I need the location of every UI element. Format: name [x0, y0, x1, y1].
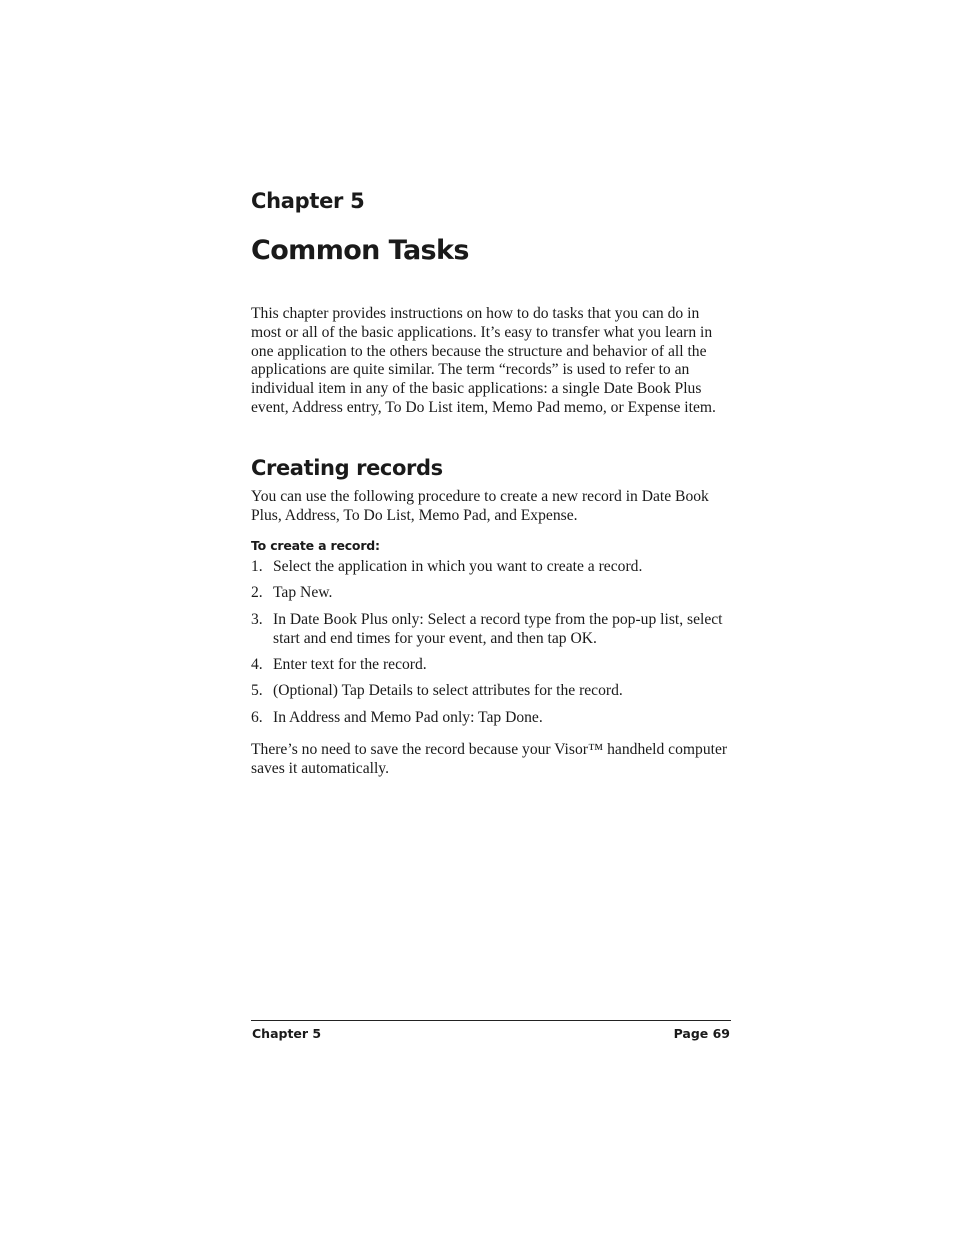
step-text: Enter text for the record.: [273, 655, 427, 673]
chapter-label: Chapter 5: [251, 189, 365, 213]
page-footer: [252, 1026, 730, 1041]
procedure-step: [251, 611, 731, 649]
procedure-steps-list: [251, 558, 731, 735]
procedure-step: [251, 709, 731, 728]
procedure-title: To create a record:: [251, 538, 380, 553]
chapter-title: Common Tasks: [251, 235, 469, 266]
closing-paragraph: There’s no need to save the record because your Visor™ handheld computer saves it automatically.: [251, 741, 728, 777]
step-text: Tap New.: [273, 584, 333, 602]
footer-divider: [251, 1020, 731, 1021]
footer-page-number: Page 69: [673, 1026, 730, 1041]
procedure-step: [251, 682, 731, 701]
procedure-step: [251, 656, 731, 675]
section-heading: Creating records: [251, 456, 443, 480]
chapter-intro-paragraph: This chapter provides instructions on how to do tasks that you can do in most or all of the basic applications. It’s easy to transfer what you learn in one application to the others because the structure and behavior of all the applications are quite similar. The term “records” is used to refer to an individual item in any of the basic applications: a single Date Book Plus event, Address entry, To Do List item, Memo Pad memo, or Expense item.: [251, 305, 716, 416]
procedure-step: [251, 584, 731, 603]
footer-chapter-label: Chapter 5: [252, 1026, 322, 1041]
step-number: 5.: [251, 682, 263, 700]
step-text: In Date Book Plus only: Select a record type from the pop-up list, select start and end times for your event, and then tap OK.: [273, 610, 723, 647]
section-intro-paragraph: You can use the following procedure to create a new record in Date Book Plus, Address, To Do List, Memo Pad, and Expense.: [251, 488, 709, 524]
step-number: 1.: [251, 558, 263, 575]
step-number: 3.: [251, 610, 263, 628]
step-number: 2.: [251, 584, 263, 602]
step-text: Select the application in which you want to create a record.: [273, 558, 643, 575]
step-text: In Address and Memo Pad only: Tap Done.: [273, 708, 543, 726]
step-text: (Optional) Tap Details to select attributes for the record.: [273, 682, 623, 700]
step-number: 4.: [251, 655, 263, 673]
procedure-step: [251, 558, 731, 577]
step-number: 6.: [251, 708, 263, 726]
